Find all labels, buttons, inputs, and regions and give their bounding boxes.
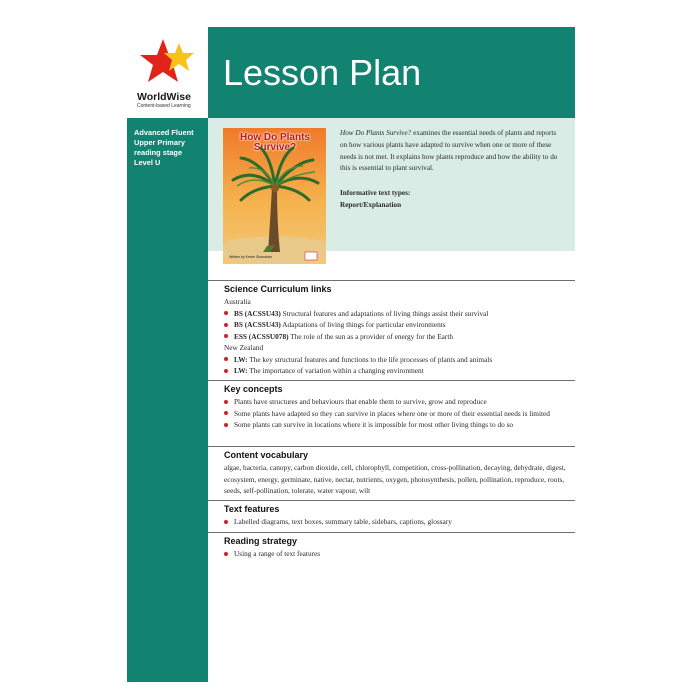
- logo-name: WorldWise: [137, 91, 191, 103]
- section-title: Science Curriculum links: [224, 284, 332, 294]
- curriculum-code: LW:: [234, 354, 248, 364]
- curriculum-text: Structural features and adaptations of living things assist their survival: [280, 308, 489, 318]
- curriculum-text: Adaptations of living things for particular environments: [280, 320, 446, 329]
- cover-author: Written by Kerrie Shanahan: [229, 255, 272, 259]
- list-item: Some plants can survive in locations where it is impossible for most other living things to do so: [224, 419, 574, 431]
- country-label: Australia: [224, 297, 251, 306]
- star-logo-icon: [139, 35, 199, 93]
- header-banner: [208, 27, 575, 118]
- level-line: reading stage: [134, 148, 183, 157]
- section-title: Key concepts: [224, 384, 283, 394]
- curriculum-code: BS (ACSSU43): [234, 308, 281, 318]
- page-title: Lesson Plan: [223, 52, 422, 93]
- new-zealand-list: [208, 354, 575, 377]
- sidebar: [127, 118, 208, 682]
- book-cover: [223, 128, 326, 264]
- section-title: Reading strategy: [224, 536, 298, 546]
- list-item: Labelled diagrams, text boxes, summary table, sidebars, captions, glossary: [224, 516, 574, 528]
- list-item: [224, 365, 574, 377]
- list-item: [224, 354, 574, 366]
- section-title: Text features: [224, 504, 280, 514]
- cover-title: How Do Plants Survive?: [239, 132, 310, 153]
- curriculum-code: BS (ACSSU43): [234, 320, 281, 329]
- content-vocabulary-section: [208, 446, 575, 497]
- text-types: [340, 188, 565, 211]
- book-intro-panel: [208, 118, 575, 259]
- list-item: Using a range of text features: [224, 548, 574, 560]
- curriculum-text: The importance of variation within a changing environment: [247, 366, 424, 375]
- list-item: Plants have structures and behaviours that enable them to survive, grow and reproduce: [224, 396, 574, 408]
- level-line: Advanced Fluent: [134, 128, 194, 137]
- book-description: [340, 128, 565, 175]
- text-features-section: [208, 500, 575, 528]
- science-curriculum-section: [208, 280, 575, 377]
- text-types-value: Report/Explanation: [340, 200, 402, 209]
- reading-level-info: [134, 128, 194, 168]
- concepts-list: [208, 396, 575, 431]
- curriculum-code: ESS (ACSSU078): [234, 331, 289, 341]
- list-item: Some plants have adapted so they can survive in places where one or more of their essential needs is limited: [224, 408, 574, 420]
- level-line: Level U: [134, 158, 161, 167]
- features-list: [208, 516, 575, 528]
- reading-strategy-section: [208, 532, 575, 560]
- section-title: Content vocabulary: [224, 450, 309, 460]
- level-line: Upper Primary: [134, 138, 185, 147]
- description-text: examines the essential needs of plants and reports on how various plants have adapted to survive when one or more of these needs is not met. It explains how plants reproduce and how the ability to do this is essential to plant survival.: [340, 129, 558, 173]
- vocabulary-text: algae, bacteria, canopy, carbon dioxide, cell, chlorophyll, competition, cross-pollination, decaying, dehydrate, digest, ecosystem, energy, germinate, native, nectar, nutrients, oxygen, photosynthesis, pollen, pollination, reproduce, roots, seeds, self-pollination, tolerate, water vapour, wilt: [224, 463, 566, 495]
- text-types-label: Informative text types:: [340, 189, 411, 197]
- australia-list: [208, 308, 575, 343]
- curriculum-text: The role of the sun as a provider of energy for the Earth: [288, 331, 454, 341]
- curriculum-text: The key structural features and functions to the life processes of plants and animals: [247, 354, 493, 364]
- logo-tagline: Content-based Learning: [137, 103, 191, 109]
- list-item: [224, 308, 574, 320]
- logo: [127, 27, 208, 118]
- description-book-title: How Do Plants Survive?: [340, 129, 412, 137]
- curriculum-code: LW:: [234, 366, 248, 375]
- country-label: New Zealand: [224, 343, 264, 352]
- list-item: [224, 319, 574, 331]
- list-item: [224, 331, 574, 343]
- key-concepts-section: [208, 380, 575, 431]
- strategy-list: [208, 548, 575, 560]
- palm-tree-image: [223, 128, 326, 264]
